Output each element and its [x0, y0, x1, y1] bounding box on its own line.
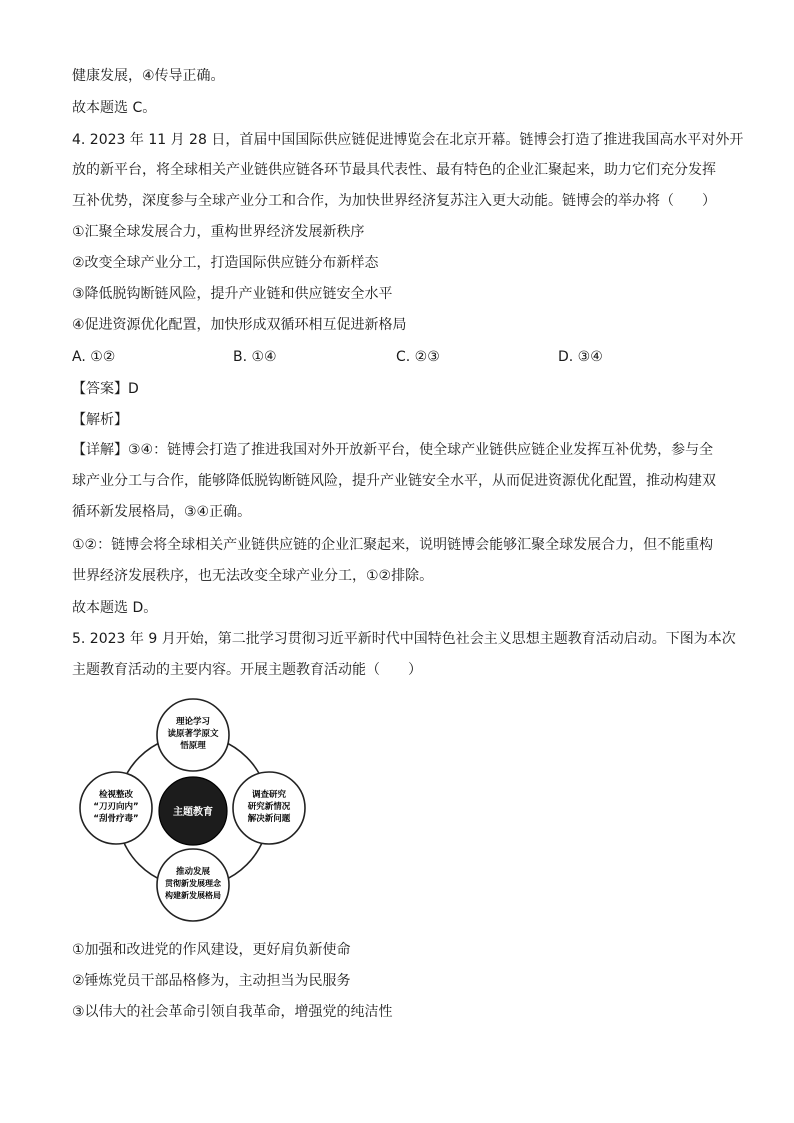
top-label: 悟原理: [180, 741, 206, 751]
question-stem-line: 放的新平台，将全球相关产业链供应链各环节最具代表性、最有特色的企业汇聚起来，助力它们充分发挥: [72, 162, 716, 178]
left-label: 检视整改: [98, 790, 134, 800]
answer-line: 【答案】D: [72, 381, 139, 397]
analysis-label: 【解析】: [72, 412, 128, 428]
statement-item: ①汇聚全球发展合力，重构世界经济发展新秩序: [72, 224, 365, 240]
statement-item: ③以伟大的社会革命引领自我革命，增强党的纯洁性: [72, 1004, 393, 1020]
conclusion-line: 故本题选 C。: [72, 100, 157, 116]
option-a: A. ①②: [72, 349, 116, 365]
statement-item: ①加强和改进党的作风建设，更好肩负新使命: [72, 942, 351, 958]
bottom-label: 贯彻新发展理念: [165, 879, 221, 888]
right-label: 调查研究: [251, 790, 287, 800]
left-label: “刮骨疗毒”: [93, 814, 139, 824]
top-label: 读原著学原文: [167, 729, 219, 739]
detail-line: 【详解】③④：链博会打造了推进我国对外开放新平台，使全球产业链供应链企业发挥互补优势，参与全: [72, 442, 714, 458]
statement-item: ②锤炼党员干部品格修为，主动担当为民服务: [72, 973, 351, 989]
question-stem-line: 4. 2023 年 11 月 28 日，首届中国国际供应链促进博览会在北京开幕。链博会打造了推进我国高水平对外开: [72, 132, 744, 148]
detail-line: 循环新发展格局，③④正确。: [72, 504, 252, 520]
bottom-label: 构建新发展格局: [165, 891, 221, 900]
detail-line: 世界经济发展秩序，也无法改变全球产业分工，①②排除。: [72, 568, 434, 584]
question-stem-line: 互补优势，深度参与全球产业分工和合作，为加快世界经济复苏注入更大动能。链博会的举办将（ ）: [72, 193, 716, 209]
statement-item: ②改变全球产业分工，打造国际供应链分布新样态: [72, 255, 379, 271]
left-label: “刀刃向内”: [93, 802, 139, 812]
option-d: D. ③④: [558, 349, 603, 365]
right-label: 解决新问题: [247, 814, 291, 824]
detail-line: ①②：链博会将全球相关产业链供应链的企业汇聚起来，说明链博会能够汇聚全球发展合力，但不能重构: [72, 537, 714, 553]
option-b: B. ①④: [233, 349, 277, 365]
statement-item: ③降低脱钩断链风险，提升产业链和供应链安全水平: [72, 286, 393, 302]
question-stem-line: 主题教育活动的主要内容。开展主题教育活动能（ ）: [72, 662, 422, 678]
right-label: 研究新情况: [247, 802, 291, 812]
question-stem-line: 5. 2023 年 9 月开始，第二批学习贯彻习近平新时代中国特色社会主义思想主题教育活动启动。下图为本次: [72, 631, 736, 647]
statement-item: ④促进资源优化配置，加快形成双循环相互促进新格局: [72, 317, 407, 333]
detail-line: 球产业分工与合作，能够降低脱钩断链风险，提升产业链安全水平，从而促进资源优化配置，推动构建双: [72, 473, 716, 489]
top-label: 理论学习: [175, 717, 211, 727]
text-line: 健康发展，④传导正确。: [72, 68, 225, 84]
center-label: 主题教育: [173, 807, 213, 818]
theme-education-diagram: [72, 695, 312, 925]
option-c: C. ②③: [396, 349, 440, 365]
conclusion-line: 故本题选 D。: [72, 600, 158, 616]
bottom-label: 推动发展: [175, 867, 211, 877]
